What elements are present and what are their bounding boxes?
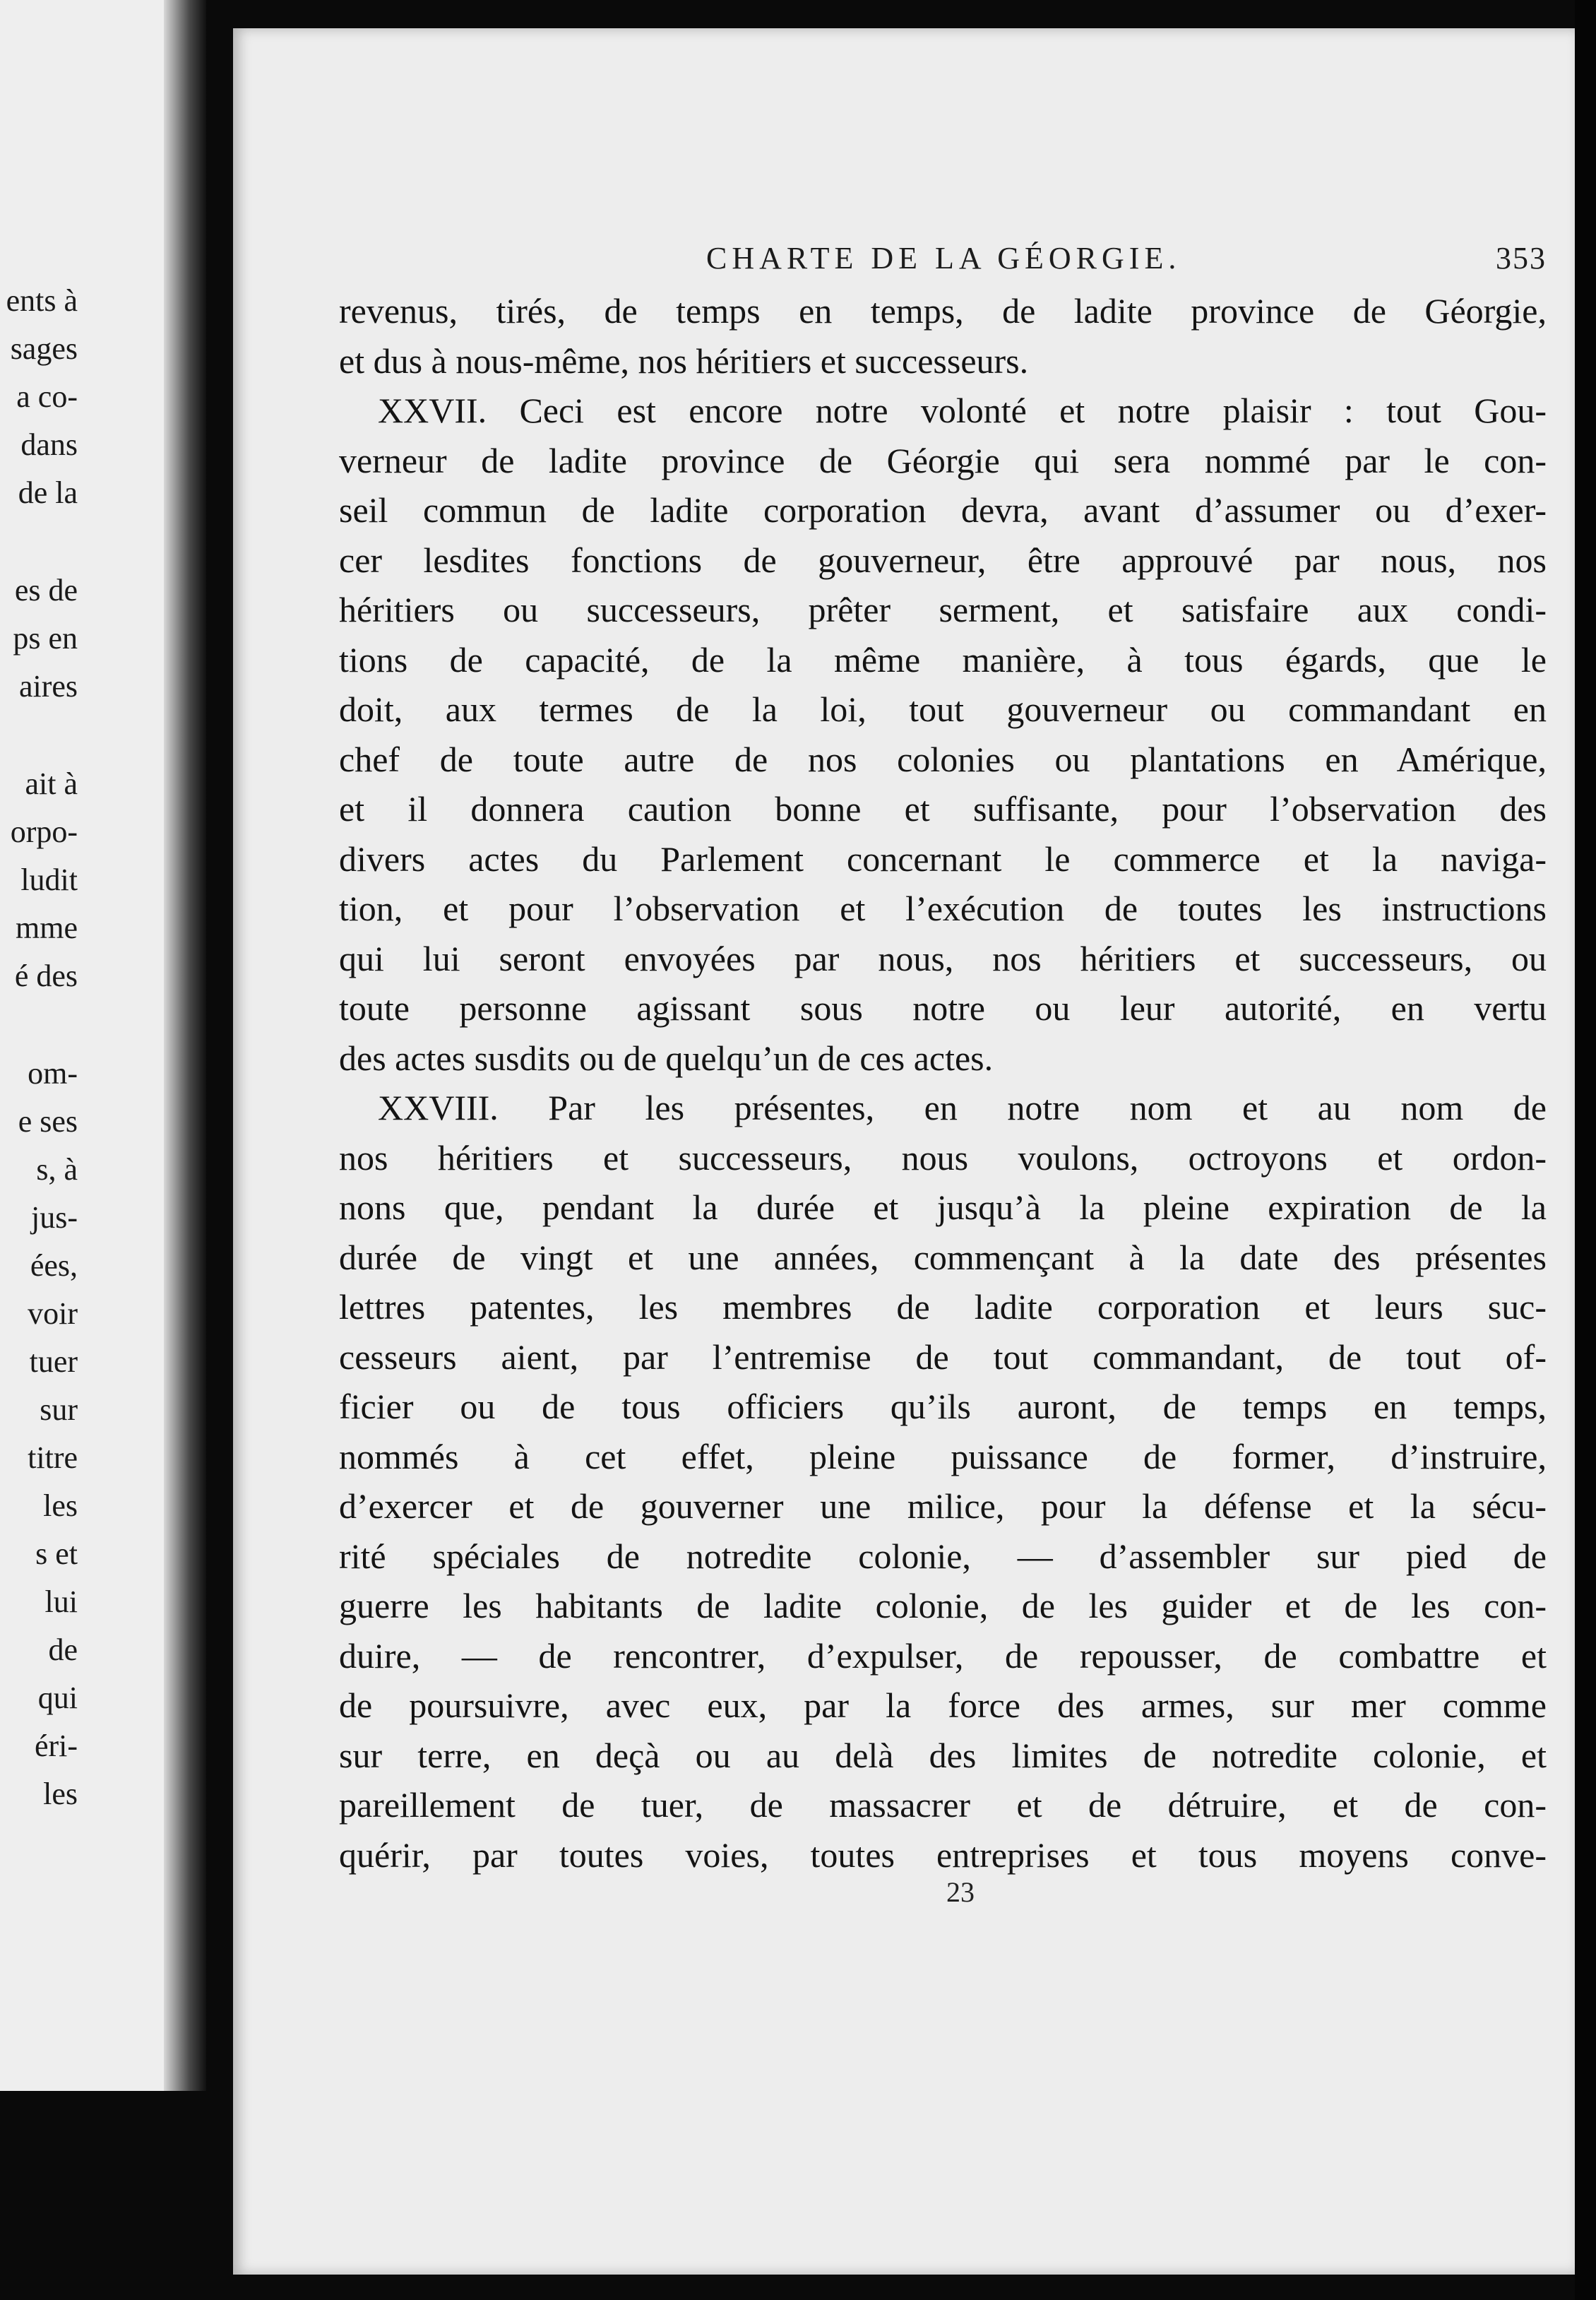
previous-page-fragment: titre [28,1440,78,1475]
text-line: lettres patentes, les membres de ladite corporation et leurs suc- [339,1287,1547,1327]
previous-page-fragment: voir [28,1296,78,1331]
previous-page-fragment: é des [14,959,78,993]
signature-mark: 23 [946,1876,975,1908]
text-line: rité spéciales de notredite colonie, — d’assembler sur pied de [339,1536,1547,1576]
text-line: d’exercer et de gouverner une milice, pour la défense et la sécu- [339,1486,1547,1526]
text-line: nons que, pendant la durée et jusqu’à la pleine expiration de la [339,1187,1547,1227]
text-line: de poursuivre, avec eux, par la force des armes, sur mer comme [339,1685,1547,1725]
text-line: nos héritiers et successeurs, nous voulons, octroyons et ordon- [339,1137,1547,1178]
previous-page-fragment: e ses [18,1104,78,1139]
previous-page-fragment: éri- [34,1729,78,1763]
previous-page-fragment: om- [28,1056,78,1091]
text-line: durée de vingt et une années, commençant à la date des présentes [339,1237,1547,1277]
previous-page-fragment: les [43,1777,78,1811]
previous-page-fragment: lui [44,1584,78,1619]
text-line: chef de toute autre de nos colonies ou plantations en Amérique, [339,739,1547,779]
text-line: nommés à cet effet, pleine puissance de former, d’instruire, [339,1436,1547,1476]
text-line: seil commun de ladite corporation devra, avant d’assumer ou d’exer- [339,490,1547,530]
previous-page-fragment: qui [37,1680,78,1715]
previous-page [0,0,177,2091]
text-line: qui lui seront envoyées par nous, nos héritiers et successeurs, ou [339,938,1547,978]
scan-border [1575,0,1596,2300]
page-number: 353 [1496,241,1547,275]
previous-page-fragment: es de [14,573,78,607]
previous-page-fragment: orpo- [10,814,78,849]
text-line: duire, — de rencontrer, d’expulser, de repousser, de combattre et [339,1635,1547,1676]
previous-page-fragment: les [43,1488,78,1523]
previous-page-fragment: de la [18,475,78,510]
text-line: ficier ou de tous officiers qu’ils auront, de temps en temps, [339,1387,1547,1426]
text-line: des actes susdits ou de quelqu’un de ces actes. [339,1038,994,1078]
body-text [339,286,1547,1880]
text-line: sur terre, en deçà ou au delà des limites de notredite colonie, et [339,1735,1547,1775]
previous-page-fragment: tuer [29,1344,78,1379]
text-line: XXVIII. Par les présentes, en notre nom et au nom de [378,1088,1547,1127]
text-line: revenus, tirés, de temps en temps, de ladite province de Géorgie, [339,291,1547,331]
text-line: et il donnera caution bonne et suffisante, pour l’observation des [339,789,1547,829]
previous-page-fragment: ait à [25,766,78,801]
previous-page-fragment: sages [10,331,78,366]
previous-page-fragment: sur [40,1392,78,1427]
previous-page-fragment: ées, [30,1248,78,1283]
previous-page-fragment: s, à [36,1152,78,1187]
text-line: tion, et pour l’observation et l’exécution de toutes les instructions [339,889,1547,928]
previous-page-fragment: s et [35,1536,78,1571]
text-line: cesseurs aient, par l’entremise de tout commandant, de tout of- [339,1336,1547,1377]
previous-page-fragment: dans [20,427,78,462]
text-line: divers actes du Parlement concernant le commerce et la naviga- [339,838,1547,879]
previous-page-fragment: jus- [31,1200,78,1235]
text-line: XXVII. Ceci est encore notre volonté et notre plaisir : tout Gou- [378,391,1547,430]
text-line: toute personne agissant sous notre ou leur autorité, en vertu [339,988,1547,1028]
text-line: guerre les habitants de ladite colonie, de les guider et de les con- [339,1586,1547,1625]
running-title: CHARTE DE LA GÉORGIE. [706,241,1181,275]
text-line: héritiers ou successeurs, prêter serment, et satisfaire aux condi- [339,590,1547,629]
previous-page-fragment: ps en [13,621,78,656]
text-line: pareillement de tuer, de massacrer et de détruire, et de con- [339,1785,1547,1825]
text-line: tions de capacité, de la même manière, à tous égards, que le [339,639,1547,680]
text-line: verneur de ladite province de Géorgie qui sera nommé par le con- [339,440,1547,480]
previous-page-fragment: de [48,1632,78,1667]
text-line: et dus à nous-même, nos héritiers et successeurs. [339,340,1029,381]
previous-page-fragment: ents à [6,283,78,318]
previous-page-fragment: aires [18,669,78,704]
text-line: quérir, par toutes voies, toutes entreprises et tous moyens conve- [339,1834,1547,1875]
previous-page-fragment: a co- [16,379,78,414]
gutter-shadow [164,0,206,2091]
book-page [233,28,1575,2275]
text-line: doit, aux termes de la loi, tout gouverneur ou commandant en [339,689,1547,729]
previous-page-fragment: mme [16,911,78,945]
text-line: cer lesdites fonctions de gouverneur, être approuvé par nous, nos [339,540,1547,580]
previous-page-fragment: ludit [20,862,78,897]
